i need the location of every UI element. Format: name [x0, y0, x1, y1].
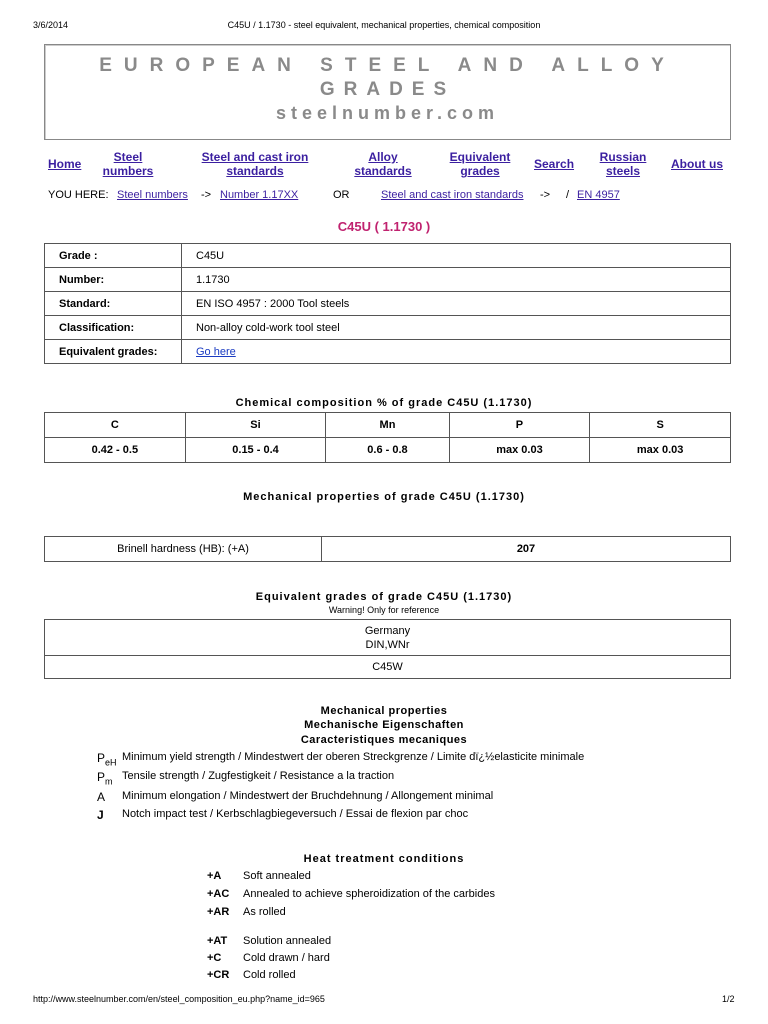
equivalents-table: [44, 619, 731, 679]
breadcrumb-slash: /: [566, 189, 570, 201]
breadcrumb-number[interactable]: Number 1.17XX: [220, 189, 299, 201]
nav-steel-numbers-line1: Steel: [113, 150, 143, 164]
ht-desc: As rolled: [243, 906, 286, 918]
chem-value-c: 0.42 - 0.5: [45, 438, 186, 463]
nav-equivalent-line1: Equivalent: [449, 150, 511, 164]
banner-site-name: steelnumber.com: [275, 103, 500, 123]
mechanical-table: [44, 536, 731, 562]
chem-header-c: C: [45, 413, 186, 438]
chem-header-si: Si: [185, 413, 326, 438]
ht-code: +CR: [207, 969, 230, 981]
breadcrumb-or: OR: [333, 189, 350, 201]
breadcrumb-prefix: YOU HERE:: [48, 189, 109, 201]
breadcrumb-en[interactable]: EN 4957: [577, 189, 620, 201]
table-row: [45, 268, 731, 292]
ht-code: +AC: [207, 888, 230, 900]
standard-label: Standard:: [45, 292, 182, 316]
brinell-value: 207: [322, 537, 731, 562]
nav-equivalent-grades[interactable]: [447, 150, 513, 178]
ht-desc: Annealed to achieve spheroidization of the carbides: [243, 888, 495, 900]
nav-steel-numbers[interactable]: [98, 150, 158, 178]
legend-symbol: $P_m$: [97, 770, 113, 787]
ht-code: +AT: [207, 935, 228, 947]
equivalent-country: Germany: [364, 624, 411, 637]
nav-home[interactable]: Home: [48, 157, 82, 171]
print-date: 3/6/2014: [33, 20, 69, 30]
nav-alloy-line2: standards: [354, 164, 412, 178]
chem-value-s: max 0.03: [590, 438, 731, 463]
grade-label: Grade :: [45, 244, 182, 268]
standard-value: EN ISO 4957 : 2000 Tool steels: [182, 292, 731, 316]
site-banner: [44, 44, 731, 140]
chem-header-p: P: [449, 413, 590, 438]
nav-search[interactable]: Search: [534, 157, 575, 171]
ht-desc: Soft annealed: [243, 870, 311, 882]
nav-russian-line1: Russian: [599, 150, 647, 164]
number-value: 1.1730: [182, 268, 731, 292]
table-row: [45, 244, 731, 268]
nav-alloy-standards[interactable]: [350, 150, 416, 178]
chem-header-mn: Mn: [326, 413, 449, 438]
legend-symbol: $P_{eH}$: [97, 751, 117, 768]
legend-symbol: A: [97, 790, 106, 804]
mechanical-title: Mechanical properties of grade C45U (1.1730): [243, 491, 525, 503]
grade-title: C45U ( 1.1730 ): [337, 219, 431, 234]
chem-value-p: max 0.03: [449, 438, 590, 463]
heat-treatment-title: Heat treatment conditions: [303, 853, 465, 865]
table-row: [45, 340, 731, 364]
table-row: [45, 537, 731, 562]
nav-about-us[interactable]: About us: [671, 157, 723, 171]
legend-text: Minimum elongation / Mindestwert der Bruchdehnung / Allongement minimal: [122, 790, 494, 802]
table-row: [45, 292, 731, 316]
ht-code: +AR: [207, 906, 230, 918]
chemical-title: Chemical composition % of grade C45U (1.1730): [235, 397, 533, 409]
grade-info-table: [44, 243, 731, 364]
nav-steel-numbers-line2: numbers: [102, 164, 154, 178]
classification-value: Non-alloy cold-work tool steel: [182, 316, 731, 340]
nav-equivalent-line2: grades: [460, 164, 500, 178]
print-url: http://www.steelnumber.com/en/steel_composition_eu.php?name_id=965: [33, 994, 325, 1004]
equivalent-grades-link[interactable]: Go here: [196, 345, 236, 358]
ht-code: +C: [207, 952, 222, 964]
nav-standards[interactable]: [198, 150, 312, 178]
print-page-number: 1/2: [722, 994, 735, 1004]
grade-value: C45U: [182, 244, 731, 268]
legend-text: Tensile strength / Zugfestigkeit / Resistance a la traction: [122, 770, 395, 782]
table-row: [45, 620, 731, 656]
ht-desc: Cold rolled: [243, 969, 296, 981]
ht-code: +A: [207, 870, 222, 882]
legend-text: Notch impact test / Kerbschlagbiegeversuch / Essai de flexion par choc: [122, 808, 469, 820]
breadcrumb-arrow: ->: [540, 189, 551, 201]
chemical-table: [44, 412, 731, 463]
table-row: [45, 438, 731, 463]
equivalents-warning: Warning! Only for reference: [328, 605, 440, 615]
legend-title-de: Mechanische Eigenschaften: [304, 719, 464, 731]
chem-header-s: S: [590, 413, 731, 438]
brinell-label: Brinell hardness (HB): (+A): [45, 537, 322, 562]
legend-title-en: Mechanical properties: [320, 705, 448, 717]
breadcrumb-steel-numbers[interactable]: Steel numbers: [117, 189, 188, 201]
ht-desc: Solution annealed: [243, 935, 332, 947]
classification-label: Classification:: [45, 316, 182, 340]
table-row: [45, 316, 731, 340]
nav-standards-line1: Steel and cast iron: [201, 150, 309, 164]
equivalent-grades-label: Equivalent grades:: [45, 340, 182, 364]
legend-symbol: J: [97, 808, 104, 822]
nav-russian-steels[interactable]: [593, 150, 653, 178]
nav-russian-line2: steels: [605, 164, 641, 178]
chem-value-si: 0.15 - 0.4: [185, 438, 326, 463]
print-page-title: C45U / 1.1730 - steel equivalent, mechanical properties, chemical composition: [227, 20, 541, 30]
equivalent-grade: C45W: [45, 656, 731, 679]
equivalents-title: Equivalent grades of grade C45U (1.1730): [255, 591, 513, 603]
banner-line-2: GRADES: [319, 79, 456, 100]
number-label: Number:: [45, 268, 182, 292]
table-row: [45, 656, 731, 679]
breadcrumb-standards[interactable]: Steel and cast iron standards: [381, 189, 524, 201]
nav-alloy-line1: Alloy: [368, 150, 398, 164]
ht-desc: Cold drawn / hard: [243, 952, 330, 964]
legend-text: Minimum yield strength / Mindestwert der oberen Streckgrenze / Limite dï¿½elasticite minimale: [122, 751, 585, 763]
equivalent-standard: DIN,WNr: [365, 638, 410, 651]
table-header-row: [45, 413, 731, 438]
nav-standards-line2: standards: [226, 164, 284, 178]
breadcrumb-arrow: ->: [201, 189, 212, 201]
banner-line-1: EUROPEAN STEEL AND ALLOY: [99, 55, 676, 76]
chem-value-mn: 0.6 - 0.8: [326, 438, 449, 463]
legend-title-fr: Caracteristiques mecaniques: [300, 734, 468, 746]
